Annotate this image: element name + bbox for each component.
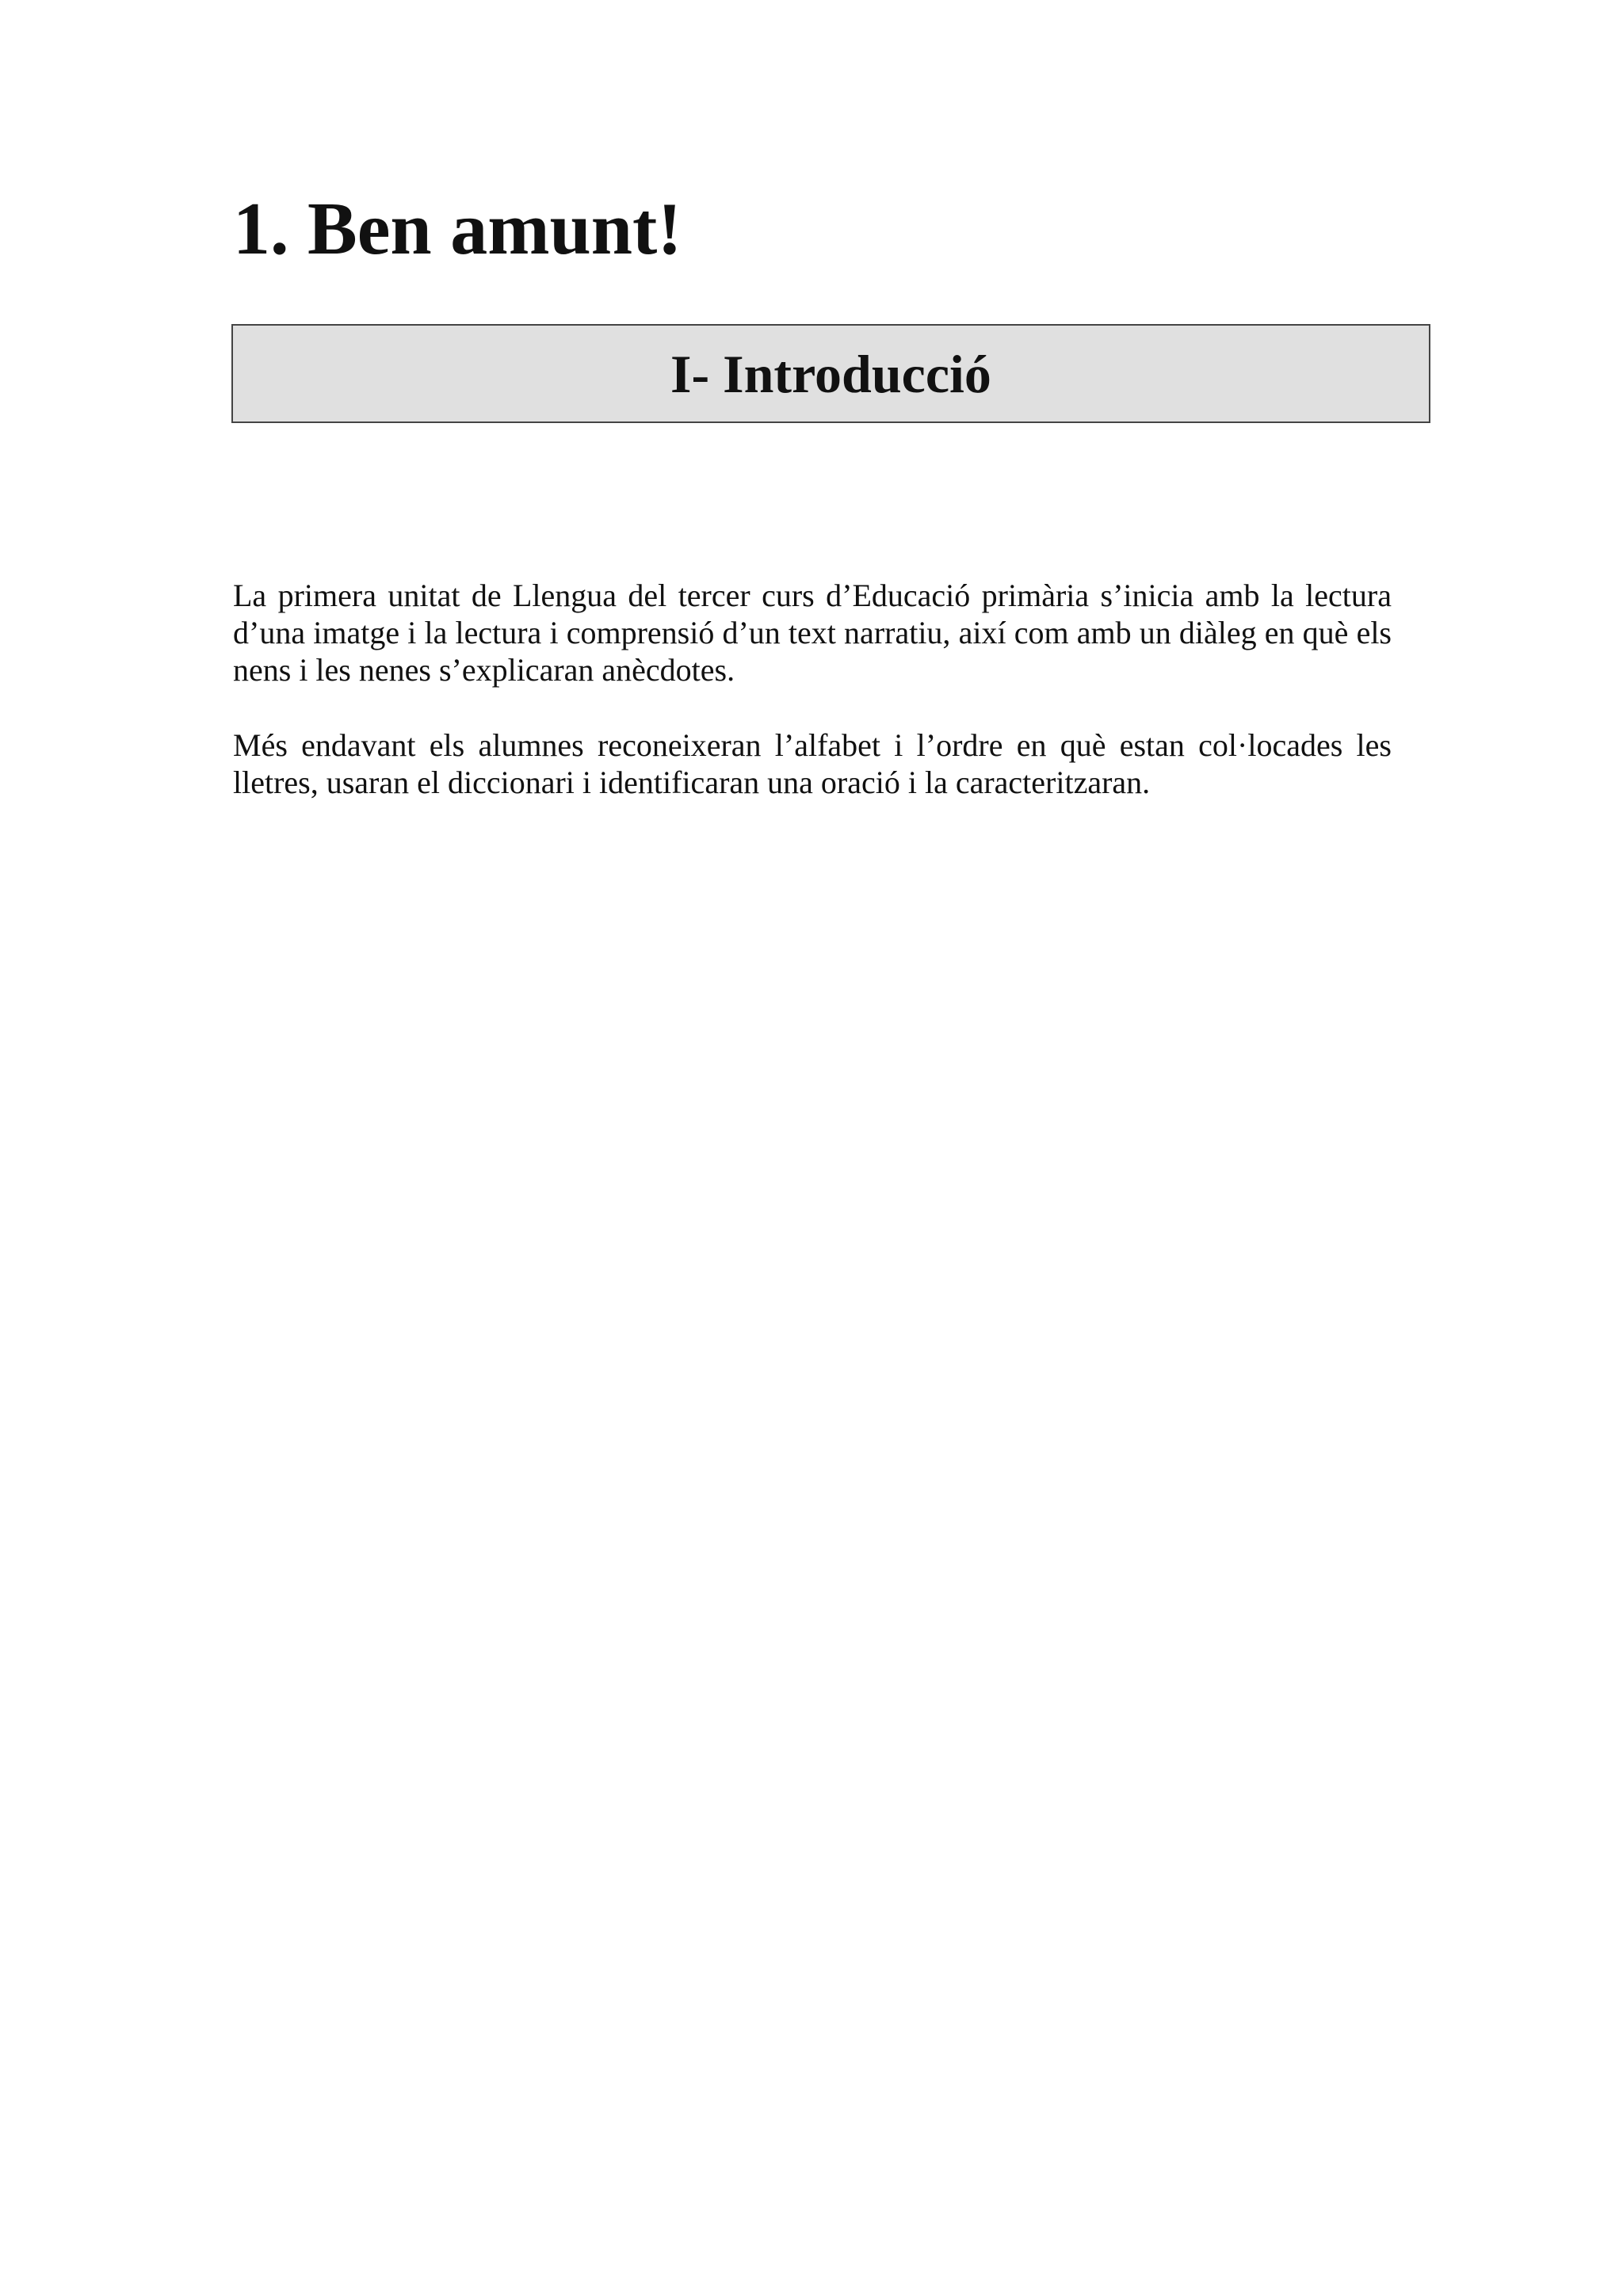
intro-paragraph-2: Més endavant els alumnes reconeixeran l’alfabet i l’ordre en què estan col·locades les lletres, usaran el diccionari i identificaran una oració i la caracteritzaran. xyxy=(233,727,1392,800)
section-title: I- Introducció xyxy=(670,343,991,404)
section-header-box xyxy=(231,324,1430,423)
intro-paragraph-1: La primera unitat de Llengua del tercer curs d’Educació primària s’inicia amb la lectura d’una imatge i la lectura i comprensió d’un text narratiu, així com amb un diàleg en què els nens i les nenes s’explicaran anècdotes. xyxy=(233,578,1392,688)
chapter-title: 1. Ben amunt! xyxy=(233,188,682,270)
